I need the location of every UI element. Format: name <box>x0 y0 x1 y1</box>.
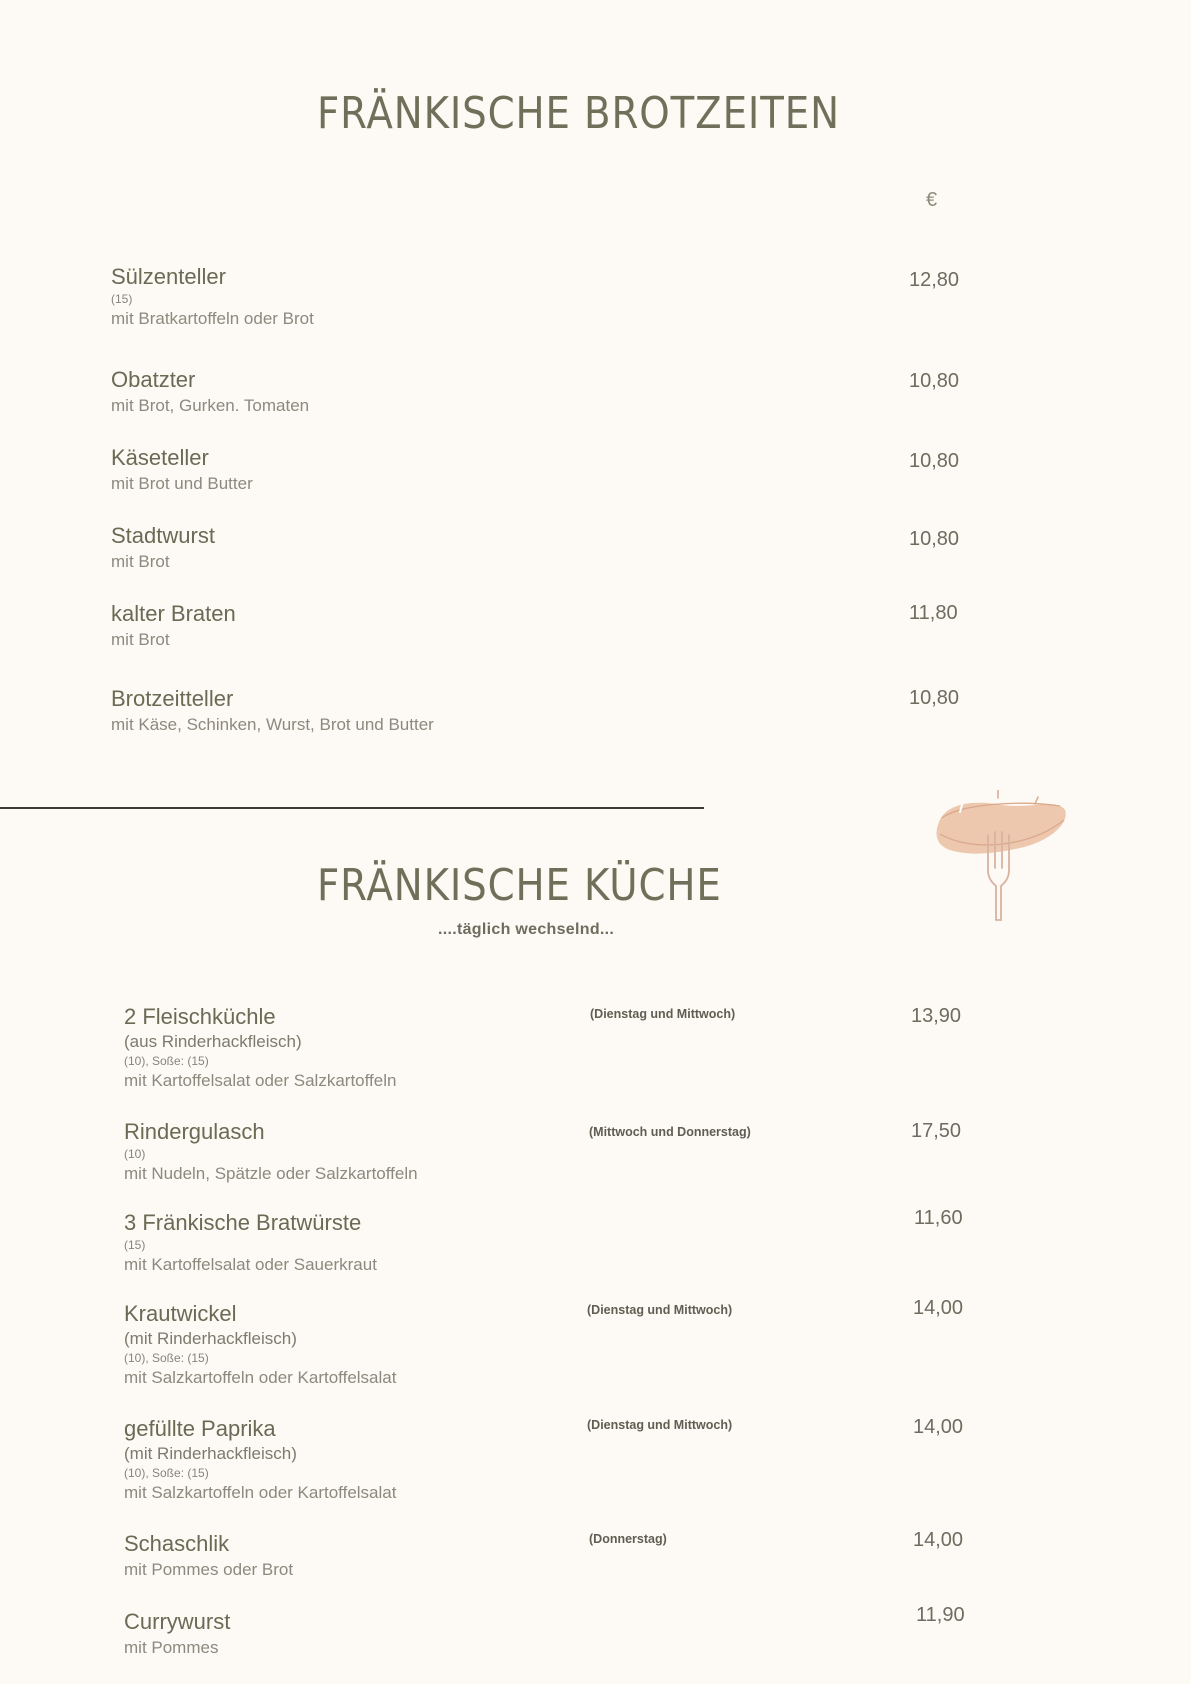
item-description: mit Pommes oder Brot <box>124 1560 294 1579</box>
item-allergens: (15) <box>111 292 133 306</box>
menu-item-rindergulasch <box>124 1119 418 1184</box>
item-days: (Mittwoch und Donnerstag) <box>589 1125 751 1139</box>
item-name: Currywurst <box>124 1609 231 1634</box>
item-name: Stadtwurst <box>111 523 215 548</box>
item-allergens: (15) <box>124 1238 146 1252</box>
item-price: 11,80 <box>909 602 958 624</box>
item-price: 13,90 <box>911 1005 962 1027</box>
item-description: mit Brot, Gurken. Tomaten <box>111 396 310 415</box>
menu-item-obatzter <box>111 367 309 416</box>
item-days: (Dienstag und Mittwoch) <box>590 1007 736 1021</box>
menu-item-kaeseteller <box>111 445 253 494</box>
item-name: kalter Braten <box>111 601 236 626</box>
item-days: (Dienstag und Mittwoch) <box>587 1303 733 1317</box>
item-name: 3 Fränkische Bratwürste <box>124 1210 362 1235</box>
item-name: Käseteller <box>111 445 209 470</box>
item-name: Sülzenteller <box>111 264 226 289</box>
item-description: mit Brot und Butter <box>111 474 253 493</box>
item-allergens: (10), Soße: (15) <box>124 1054 209 1068</box>
item-description: mit Brot <box>111 552 170 571</box>
item-name: Rindergulasch <box>124 1119 265 1144</box>
item-price: 10,80 <box>909 528 960 550</box>
item-days: (Donnerstag) <box>589 1532 667 1546</box>
menu-item-brotzeitteller <box>111 686 434 735</box>
section-title-brotzeiten: FRÄNKISCHE BROTZEITEN <box>317 88 840 139</box>
item-price: 10,80 <box>909 687 960 709</box>
item-description: mit Brot <box>111 630 170 649</box>
item-price: 10,80 <box>909 370 960 392</box>
item-subtitle: (mit Rinderhackfleisch) <box>124 1329 297 1348</box>
item-price: 10,80 <box>909 450 960 472</box>
item-description: mit Käse, Schinken, Wurst, Brot und Butter <box>111 715 434 734</box>
item-name: Obatzter <box>111 367 196 392</box>
item-description: mit Kartoffelsalat oder Sauerkraut <box>124 1255 377 1274</box>
item-description: mit Kartoffelsalat oder Salzkartoffeln <box>124 1071 397 1090</box>
item-price: 14,00 <box>913 1529 964 1551</box>
menu-item-gefuellte-paprika <box>124 1416 396 1503</box>
item-allergens: (10), Soße: (15) <box>124 1466 209 1480</box>
item-price: 17,50 <box>911 1120 962 1142</box>
section-title-kueche: FRÄNKISCHE KÜCHE <box>317 860 722 911</box>
menu-item-schaschlik <box>124 1531 293 1580</box>
item-subtitle: (mit Rinderhackfleisch) <box>124 1444 297 1463</box>
item-description: mit Salzkartoffeln oder Kartoffelsalat <box>124 1368 397 1387</box>
item-price: 11,60 <box>914 1207 963 1229</box>
item-price: 14,00 <box>913 1416 964 1438</box>
menu-item-bratwuerste <box>124 1210 377 1275</box>
item-name: gefüllte Paprika <box>124 1416 276 1441</box>
item-price: 14,00 <box>913 1297 964 1319</box>
item-name: Brotzeitteller <box>111 686 234 711</box>
item-name: 2 Fleischküchle <box>124 1004 276 1029</box>
menu-item-suelzenteller <box>111 264 314 329</box>
menu-item-kalter-braten <box>111 601 236 650</box>
item-description: mit Salzkartoffeln oder Kartoffelsalat <box>124 1483 397 1502</box>
item-description: mit Bratkartoffeln oder Brot <box>111 309 314 328</box>
currency-label: € <box>926 189 938 211</box>
item-name: Krautwickel <box>124 1301 237 1326</box>
menu-item-fleischkuechle <box>124 1004 396 1091</box>
item-price: 11,90 <box>916 1604 965 1626</box>
item-allergens: (10) <box>124 1147 146 1161</box>
section-subtitle: ....täglich wechselnd... <box>438 921 615 938</box>
item-price: 12,80 <box>909 269 960 291</box>
section-divider <box>0 807 704 809</box>
menu-item-currywurst <box>124 1609 230 1658</box>
sausage-on-fork-icon <box>930 790 1070 925</box>
item-description: mit Nudeln, Spätzle oder Salzkartoffeln <box>124 1164 418 1183</box>
item-days: (Dienstag und Mittwoch) <box>587 1418 733 1432</box>
menu-item-krautwickel <box>124 1301 396 1388</box>
item-subtitle: (aus Rinderhackfleisch) <box>124 1032 302 1051</box>
item-description: mit Pommes <box>124 1638 219 1657</box>
item-allergens: (10), Soße: (15) <box>124 1351 209 1365</box>
menu-item-stadtwurst <box>111 523 215 572</box>
item-name: Schaschlik <box>124 1531 230 1556</box>
